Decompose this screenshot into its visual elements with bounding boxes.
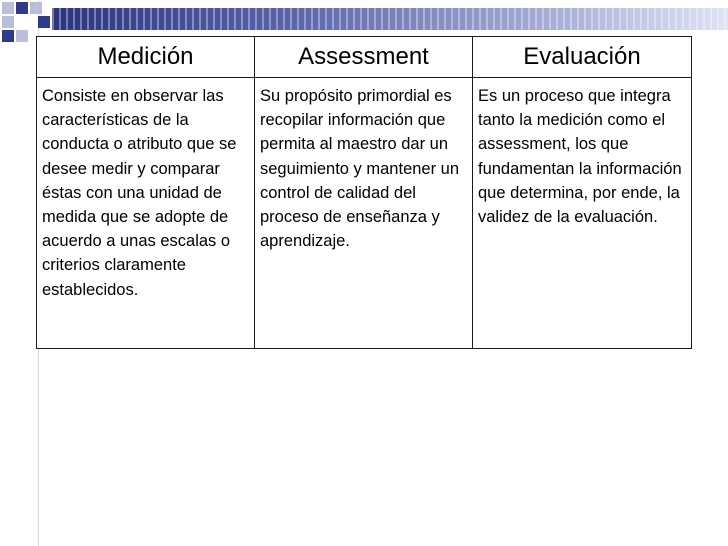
decor-square: [2, 30, 14, 42]
decor-square: [2, 2, 14, 14]
cell-evaluacion: Es un proceso que integra tanto la medición como el assessment, los que fundamentan la información que determina, por ende, la validez de la evaluación.: [473, 78, 692, 349]
header-assessment: Assessment: [255, 37, 473, 78]
decor-square: [30, 2, 42, 14]
decor-square: [2, 16, 14, 28]
comparison-table: [36, 36, 692, 349]
header-evaluacion: Evaluación: [473, 37, 692, 78]
header-medicion: Medición: [37, 37, 255, 78]
table-row: [37, 78, 692, 349]
table-header-row: [37, 37, 692, 78]
decor-square: [38, 16, 50, 28]
decor-square: [16, 2, 28, 14]
decor-square: [16, 30, 28, 42]
cell-assessment: Su propósito primordial es recopilar información que permita al maestro dar un seguimiento y mantener un control de calidad del proceso de enseñanza y aprendizaje.: [255, 78, 473, 349]
cell-medicion: Consiste en observar las características de la conducta o atributo que se desee medir y comparar éstas con una unidad de medida que se adopte de acuerdo a unas escalas o criterios claramente establecidos.: [37, 78, 255, 349]
header-band-stripes: [52, 8, 728, 30]
